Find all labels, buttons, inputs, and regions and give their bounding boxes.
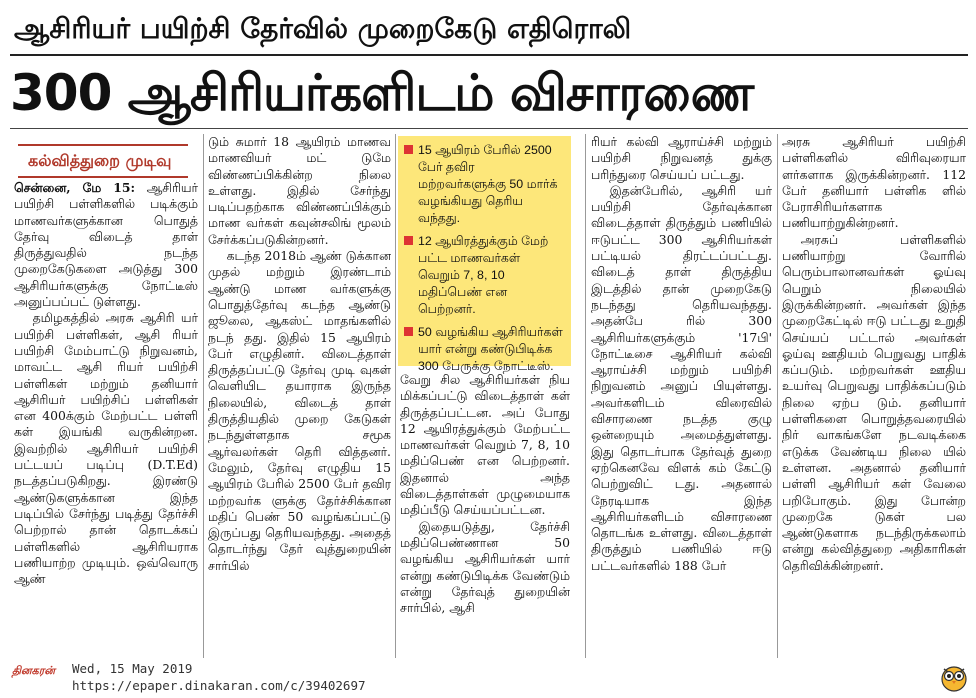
column-divider: [395, 134, 396, 658]
column-3-paragraph-2: இதையடுத்து, தேர்ச்சி மதிப்பெண்ணான 50 வழங்கிய ஆசிரியர்கள் யார் என்று கண்டுபிடிக்க வேண்டும் என்று தேர்வுத் துறையின் சார்பில், ஆசி: [400, 518, 570, 616]
newspaper-logo: தினகரன்: [12, 664, 56, 677]
dateline: சென்னை, மே 15:: [14, 180, 136, 195]
column-3-paragraph-1: வேறு சில ஆசிரியர்கள் நிய மிக்கப்பட்டு விடைத்தாள் கள் திருத்தப்பட்டன. அப் போது 12 ஆயிரத்துக்கும் மேற்பட்ட மாணவர்கள் வெறும் 7, 8, 10 மதிப்பெண் என பெற்றனர். இதனால் அந்த விடைத்தாள்கள் முழுமையாக மதிப்பீடு செய்யப்பட்டன.: [400, 372, 570, 518]
article-column-1: [14, 180, 198, 658]
article-column-2: [208, 134, 391, 658]
column-5-paragraph-1: அரசு ஆசிரியர் பயிற்சி பள்ளிகளில் விரிவுரையா ளர்களாக இருக்கின்றனர். 112 பேர் தனியார் பள்ளிக ளில் பேராசிரியர்களாக பணியாற்றுகின்றனர்.: [782, 134, 966, 231]
highlight-item: 12 ஆயிரத்துக்கும் மேற் பட்ட மாணவர்கள் வெறும் 7, 8, 10 மதிப்பெண் என பெற்றனர்.: [404, 233, 565, 318]
bullet-square-icon: [404, 236, 413, 245]
highlight-item: 15 ஆயிரம் பேரில் 2500 பேர் தவிர மற்றவர்களுக்கு 50 மார்க் வழங்கியது தெரிய வந்தது.: [404, 142, 565, 227]
kicker-headline: ஆசிரியர் பயிற்சி தேர்வில் முறைகேடு எதிரொலி: [14, 12, 632, 45]
section-badge-label: கல்வித்துறை முடிவு: [28, 151, 172, 170]
owl-icon[interactable]: [940, 662, 968, 692]
main-headline: 300 ஆசிரியர்களிடம் விசாரணை: [10, 64, 754, 122]
column-5-paragraph-2: அரசுப் பள்ளிகளில் பணியாற்று வோரில் பெரும்பாலானவர்கள் ஓய்வு பெறும் நிலையில் இருக்கின்றனர். அவர்கள் இந்த முறைகேட்டில் ஈடு பட்டது உறுதி செய்யப் பட்டால் அவர்கள் ஓய்வு ஊதியம் பெறுவது பாதிக் கப்படும். மற்றவர்கள் ஊதிய உயர்வு பெறுவது பாதிக்கப்படும் நிலை ஏற்ப டும். தனியார் பள்ளிகளை பொறுத்தவரையில் நிர் வாகங்களே நடவடிக்கை எடுக்க வேண்டிய நிலை யில் உள்ளன. அதனால் தனியார் பள்ளி ஆசிரியர் கள் வேலை பறிபோகும். இது போன்ற முறைகே டுகள் பல ஆண்டுகளாக நடந்திருக்கலாம் என்று கல்வித்துறை அதிகாரிகள் தெரிவிக்கின்றனர்.: [782, 231, 966, 573]
bullet-square-icon: [404, 145, 413, 154]
column-4-paragraph-2: இதன்பேரில், ஆசிரி யர் பயிற்சி தேர்வுக்கான விடைத்தாள் திருத்தும் பணியில் ஈடுபட்ட 300 ஆசிரியர்கள் பட்டியல் திரட்டப்பட்டது. விடைத் தாள் திருத்திய இடத்தில் தான் முறைகேடு நடந்தது தெரியவந்தது. அதன்பே ரில் 300 ஆசிரியர்களுக்கும் '17பி' நோட்டீசை ஆசிரியர் கல்வி ஆராய்ச்சி மற்றும் பயிற்சி நிறுவனம் அனுப் பியுள்ளது. அவர்களிடம் விரைவில் விசாரணை நடத்த குழு ஒன்றையும் அமைத்துள்ளது. இது தொடர்பாக தேர்வுத் துறை ஏற்கெனவே விளக் கம் கேட்டு பெற்றுவிட் டது. அதனால் நேரடியாக இந்த ஆசிரியர்களிடம் விசாரணை தொடங்க உள்ளது. விடைத்தாள் திருத்தும் பணியில் ஈடு பட்டவர்களில் 188 பேர்: [591, 182, 772, 573]
column-1-paragraph-1: சென்னை, மே 15: ஆசிரியர் பயிற்சி பள்ளிகளில் படிக்கும் மாணவர்களுக்கான பொதுத் தேர்வு விடைத் தாள் திருத்துவதில் நடந்த முறைகேடுகளை அடுத்து 300 ஆசிரியர்களுக்கு நோட்டீஸ் அனுப்பப்பட் டுள்ளது.: [14, 180, 198, 310]
column-2-paragraph-1: டும் சுமார் 18 ஆயிரம் மாணவ மாணவியர் மட் டுமே விண்ணப்பிக்கின்ற நிலை உள்ளது. இதில் சேர்ந்து படிப்பதற்காக விண்ணப்பிக்கும் மாண வர்கள் கவுன்சலிங் மூலம் சேர்க்கப்படுகின்றனர்.: [208, 134, 391, 247]
article-column-3: [400, 372, 570, 658]
section-badge: [18, 144, 188, 178]
headline-divider: [10, 128, 968, 129]
bullet-square-icon: [404, 327, 413, 336]
highlights-box: [398, 136, 571, 373]
footer-meta: [72, 660, 366, 694]
source-url[interactable]: https://epaper.dinakaran.com/c/39402697: [72, 678, 366, 693]
column-divider: [585, 134, 586, 658]
column-1-paragraph-2: தமிழகத்தில் அரசு ஆசிரி யர் பயிற்சி பள்ளிகள், ஆசி ரியர் பயிற்சி மேம்பாட்டு நிறுவனம், மாவட்ட ஆசி ரியர் பயிற்சி பள்ளிகள் மற்றும் தனியார் ஆசிரியர் பயிற்சிப் பள்ளிகள் என 400க்கும் மேற்பட்ட பள்ளி கள் இயங்கி வருகின்றன. இவற்றில் ஆசிரியர் பயிற்சி பட்டயப் படிப்பு (D.T.Ed) நடத்தப்படுகிறது. இரண்டு ஆண்டுகளுக்கான இந்த படிப்பில் சேர்ந்து படித்து தேர்ச்சி பெற்றால் தான் தொடக்கப் பள்ளிகளில் ஆசிரியராக பணியாற்ற முடியும். ஒவ்வொரு ஆண்: [14, 310, 198, 587]
article-column-4: [591, 134, 772, 658]
headline-rule: [10, 54, 968, 56]
column-divider: [777, 134, 778, 658]
article-column-5: [782, 134, 966, 658]
column-divider: [203, 134, 204, 658]
column-4-paragraph-1: ரியர் கல்வி ஆராய்ச்சி மற்றும் பயிற்சி நிறுவனத் துக்கு பரிந்துரை செய்யப் பட்டது.: [591, 134, 772, 182]
column-2-paragraph-2: கடந்த 2018ம் ஆண் டுக்கான முதல் மற்றும் இரண்டாம் ஆண்டு மாண வர்களுக்கு பொதுத்தேர்வு கடந்த ஆண்டு ஜூலை, ஆகஸ்ட் மாதங்களில் நடந் தது. இதில் 15 ஆயிரம் பேர் எழுதினர். விடைத்தாள் திருத்தப்பட்டு தேர்வு முடி வுகள் வெளியிட தயாராக இருந்த நிலையில், விடைத் தாள் திருத்தியதில் முறை கேடுகள் நடந்துள்ளதாக சமூக ஆர்வலர்கள் தெரி வித்தனர். மேலும், தேர்வு எழுதிய 15 ஆயிரம் பேரில் 2500 பேர் தவிர மற்றவர்க ளுக்கு தேர்ச்சிக்கான மதிப் பெண் 50 வழங்கப்பட்டு இருப்பது தெரியவந்தது. அதைத் தொடர்ந்து தேர் வுத்துறையின் சார்பில்: [208, 248, 391, 573]
publication-date: Wed, 15 May 2019: [72, 661, 193, 676]
highlight-item: 50 வழங்கிய ஆசிரியர்கள் யார் என்று கண்டுபிடிக்க 300 பேருக்கு நோட்டீஸ்.: [404, 324, 565, 375]
